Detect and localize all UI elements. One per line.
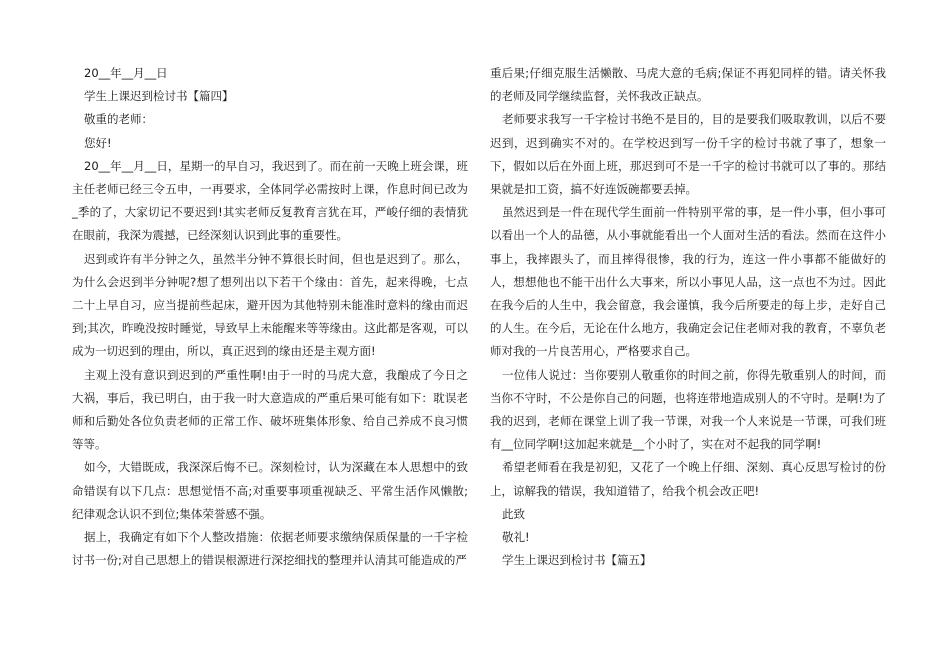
paragraph-continued: 重后果;仔细克服生活懒散、马虎大意的毛病;保证不再犯同样的错。请关怀我的老师及同学继续监督，关怀我改正缺点。 [490, 66, 886, 104]
closing-salute: 敬礼! [502, 530, 530, 545]
paragraph: 一位伟人说过：当你要别人敬重你的时间之前，你得先敬重别人的时间，而当你不守时，不公是你自己的问题，也将连带地造成别人的不守时。是啊!为了我的迟到，老师在课堂上训了我一节课，对我一个人来说是一节课，可我们班有__位同学啊!这加起来就是__个小时了，实在对不起我的同学啊! [490, 367, 886, 452]
salutation: 敬重的老师： [84, 112, 153, 127]
closing: 此致 [502, 506, 525, 521]
paragraph: 迟到或许有半分钟之久，虽然半分钟不算很长时间，但也是迟到了。那么，为什么会迟到半分钟呢?想了想列出以下若干个缘由：首先，起来得晚，七点二十上早自习，应当提前些起床，避开因为其他特别未能准时意料的缘由而迟到;其次，昨晚没按时睡觉，导致早上未能醒来等等缘由。这此都是客观，可以成为一切迟到的理由，所以，真正迟到的缘由还是主观方面! [72, 251, 468, 359]
left-column [72, 62, 468, 572]
right-column [490, 62, 886, 572]
paragraph: 主观上没有意识到迟到的严重性啊!由于一时的马虎大意，我酿成了今日之大祸，事后，我已明白，由于我一时大意造成的严重后果可能有如下：耽误老师和后勤处各位负责老师的正常工作、破坏班集体形象、给自己养成不良习惯等等。 [72, 367, 468, 452]
greeting: 您好! [84, 135, 112, 150]
section-title-part-4: 学生上课迟到检讨书【篇四】 [84, 89, 234, 104]
paragraph: 老师要求我写一千字检讨书绝不是目的，目的是要我们吸取教训，以后不要迟到，迟到确实不对的。在学校迟到写一份千字的检讨书就了事了，想象一下，假如以后在外面上班，那迟到可不是一千字的检讨书就可以了事的。那结果就是扣工资，搞不好连饭碗都要丢掉。 [490, 112, 886, 197]
section-title-part-5: 学生上课迟到检讨书【篇五】 [502, 553, 652, 568]
date-line: 20__年__月__日 [84, 66, 168, 80]
paragraph: 据上，我确定有如下个人整改措施：依据老师要求缴纳保质保量的一千字检讨书一份;对自己思想上的错误根源进行深挖细找的整理并认清其可能造成的严 [72, 530, 468, 568]
paragraph: 20__年__月__日，星期一的早自习，我迟到了。而在前一天晚上班会课，班主任老师已经三令五申，一再要求，全体同学必需按时上课，作息时间已改为_季的了，大家切记不要迟到!其实老师反复教育言犹在耳，严峻仔细的表情犹在眼前，我深为震撼，已经深刻认识到此事的重要性。 [72, 158, 468, 243]
paragraph: 希望老师看在我是初犯，又花了一个晚上仔细、深刻、真心反思写检讨的份上，谅解我的错误，我知道错了，给我个机会改正吧! [490, 460, 886, 498]
paragraph: 虽然迟到是一件在现代学生面前一件特别平常的事，是一件小事，但小事可以看出一个人的品德，从小事就能看出一个人面对生活的看法。然而在这件小事上，我摔跟头了，而且摔得很惨，我的行为，连这一件小事都不能做好的人，想想他也不能干出什么大事来，所以小事见人品，这一点也不为过。因此在我今后的人生中，我会留意，我会谨慎，我今后所要走的每上步，走好自己的人生。在今后，无论在什么地方，我确定会记住老师对我的教育，不辜负老师对我的一片良苦用心，严格要求自己。 [490, 205, 886, 359]
paragraph: 如今，大错既成，我深深后悔不已。深刻检讨，认为深藏在本人思想中的致命错误有以下几点：思想觉悟不高;对重要事项重视缺乏、平常生活作风懒散;纪律观念认识不到位;集体荣誉感不强。 [72, 460, 468, 521]
